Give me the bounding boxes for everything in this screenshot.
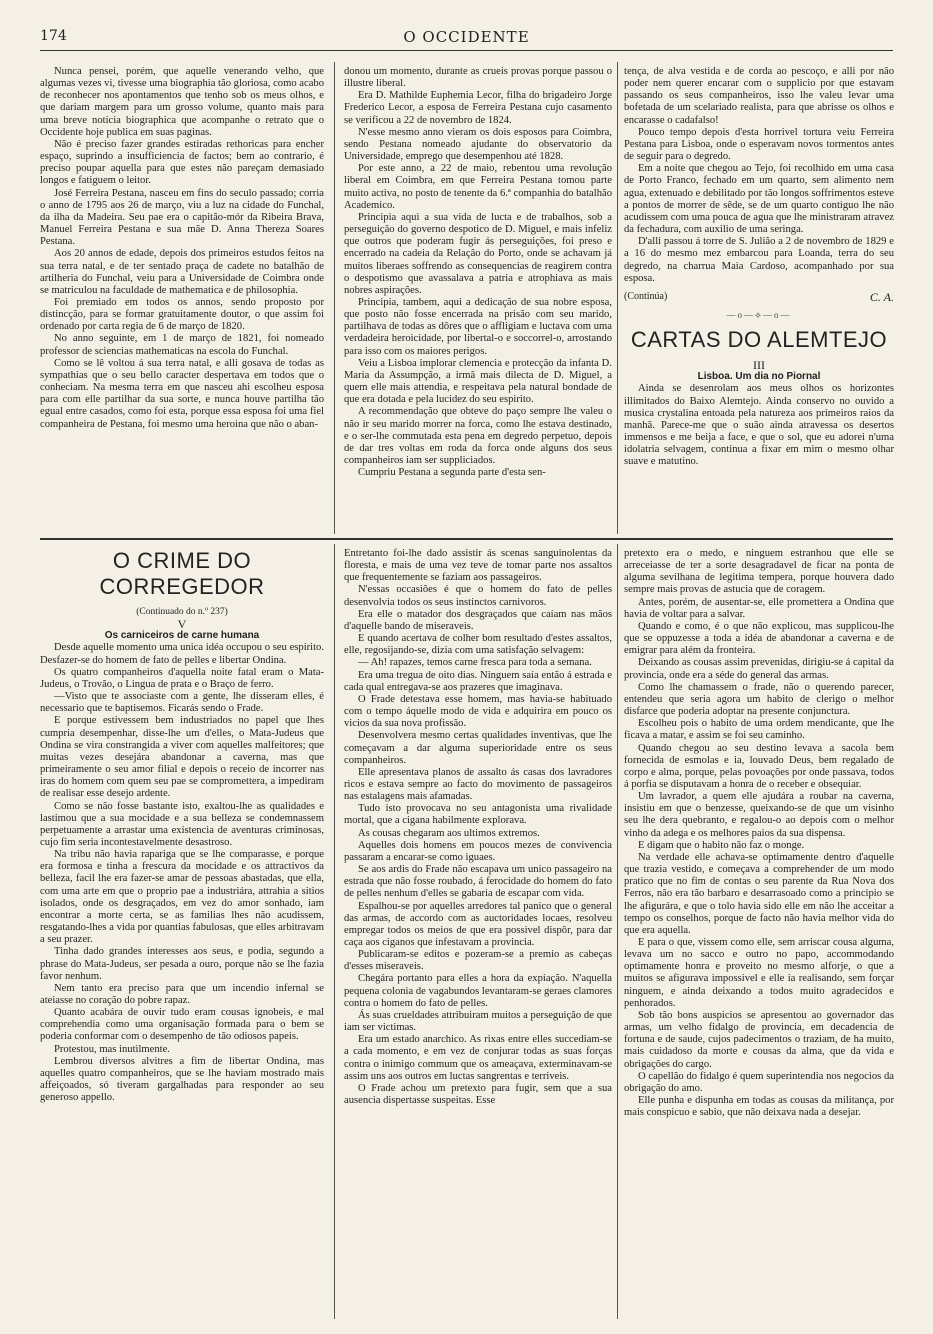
- paragraph: E quando acertava de colher bom resultado d'estes assaltos, elle, regosijando-se, dizia com uma satisfação selvagem:: [344, 633, 612, 657]
- paragraph: Antes, porém, de ausentar-se, elle promettera a Ondina que havia de voltar para a salvar.: [624, 596, 894, 620]
- page-header: [40, 28, 893, 51]
- paragraph: N'esse mesmo anno vieram os dois esposos para Coimbra, sendo Pestana nomeado ajudante do observatorio da Universidade, emprego que desempenhou até 1828.: [344, 126, 612, 163]
- paragraph: As cousas chegaram aos ultimos extremos.: [358, 827, 540, 839]
- paragraph: Chegára portanto para elles a hora da expiação. N'aquella pequena colonia de vagabundos levantaram-se geraes clamores contra o homem do fato de pelles.: [344, 973, 612, 1009]
- paragraph: E porque estivessem bem industriados no papel que lhes cumpria desempenhar, disse-lhe um d'elles, o Mata-Judeus que Ondina se vira constrangida a viver com aquelles malfeitores; que muitas vezes desejára abandonar a caverna, mas que primeiramente o seu amor filial e depois o receio de incorrer nas iras do homem com quem seu pae se compromettera, a impediram de realisar esse desejo ardente.: [40, 715, 324, 800]
- paragraph: Por este anno, a 22 de maio, rebentou uma revolução liberal em Coimbra, em que Ferreira Pestana tomou parte muito activa, no posto de tenente da 6.ª companhia do batalhão Academico.: [344, 163, 612, 211]
- crime-chapter: V: [177, 617, 187, 632]
- paragraph: Como se não fosse bastante isto, exaltou-lhe as qualidades e lastimou que a sua mocidade e a sua belleza se condemnassem perpetuamente a arrastar uma existencia de aventuras criminosas, cujo fim seria incontestavelmente desastroso.: [40, 800, 324, 848]
- paragraph: Entretanto foi-lhe dado assistir ás scenas sanguinolentas da floresta, e mais de uma vez teve de tomar parte nos assaltos que frequentemente se faziam aos passageiros.: [344, 548, 612, 584]
- paragraph: Quanto acabára de ouvir tudo eram cousas ignobeis, e mal comprehendia como uma organisação formada para o bem se poderia conformar com o desempenho de tão odiosos papeis.: [40, 1007, 324, 1043]
- paragraph: Os quatro companheiros d'aquella noite fatal eram o Mata-Judeus, o Trovão, o Lingua de prata e o Braço de ferro.: [40, 666, 324, 690]
- paragraph: Foi premiado em todos os annos, sendo proposto por distincção, para se formar gratuitamente doutor, o que assim foi ordenado por carta regia de 6 de março de 1820.: [40, 296, 324, 333]
- ornament-divider: —o—⟡—o—: [726, 309, 792, 320]
- paragraph: Protestou, mas inutilmente.: [54, 1043, 170, 1055]
- crime-column-1: [40, 544, 324, 1319]
- paragraph: Ás suas crueldades attribuiram muitos a perseguição de que iam ser victimas.: [344, 1009, 612, 1034]
- paragraph: Era um estado anarchico. As rixas entre elles succediam-se a cada momento, e em vez de conjurar todas as suas forças contra o inimigo commum que os ameaçava, exterminavam-se assim uns aos outros em luctas sangrentas e terriveis.: [344, 1034, 612, 1082]
- paragraph: Desde aquelle momento uma unica idéa occupou o seu espirito. Desfazer-se do homem de fato de pelles e libertar Ondina.: [40, 642, 324, 666]
- paragraph: O Frade achou um pretexto para fugir, sem que a sua ausencia dispertasse suspeitas. Esse: [344, 1082, 612, 1107]
- crime-column-3: [624, 548, 894, 1319]
- paragraph: Principia aqui a sua vida de lucta e de trabalhos, sob a perseguição do governo despotico de D. Miguel, e mais infeliz que outros que poderam fugir ás perseguições, foi preso e encerrado na cadeia da Relação do Porto, onde se achavam já muitos liberaes soffrendo as consequencias de reagirem contra o despotismo que avassalava a patria e atrophiava as mais nobres aspirações.: [344, 211, 612, 296]
- crime-title: O CRIME DO CORREGEDOR: [99, 548, 265, 599]
- paragraph: Desenvolvera mesmo certas qualidades inventivas, que lhe começavam a dar alguma superioridade entre os seus companheiros.: [344, 730, 612, 766]
- paragraph: Era uma tregua de oito dias. Ninguem saía então á estrada e cada qual entregava-se aos prazeres que imaginava.: [344, 669, 612, 693]
- paragraph: A recommendação que obteve do paço sempre lhe valeu o não ir seu marido morrer na forca, como lhe estava destinado, e o ser-lhe commutada esta pena em degredo perpetuo, depois de dar tres voltas em roda da forca onde alguns dos seus companheiros iam ser suppliciados.: [344, 406, 612, 466]
- paragraph: José Ferreira Pestana, nasceu em fins do seculo passado; corria o anno de 1795 aos 26 de março, viu a luz na cidade do Funchal, da ilha da Madeira. Seu pae era o capitão-mór da Ribeira Brava, Manuel Ferreira Pestana e sua mãe D. Anna Thereza Soares Pestana.: [40, 187, 324, 248]
- signature-line: [624, 291, 894, 303]
- column-divider: [334, 544, 335, 1319]
- biography-column-2: [344, 66, 612, 531]
- paragraph: Pouco tempo depois d'esta horrivel tortura veiu Ferreira Pestana para Lisboa, onde o esperavam novos tormentos antes de seguir para o degredo.: [624, 126, 894, 163]
- paragraph: pretexto era o medo, e ninguem estranhou que elle se arreceiasse de ter a sorte desagradavel de ficar na ponta de alguma sevilhana de legitima tempera, porque houvera dado sempre mais provas de astucia que de coragem.: [624, 548, 894, 596]
- crime-subtitle: Os carniceiros de carne humana: [104, 630, 260, 642]
- paragraph: Tudo isto provocava no seu antagonista uma rivalidade mortal, que a cigana habilmente explorava.: [344, 803, 612, 827]
- continua-label: (Continúa): [624, 290, 668, 302]
- paragraph: Cumpriu Pestana a segunda parte d'esta sen-: [358, 467, 546, 479]
- column-divider: [334, 62, 335, 534]
- paragraph: N'essas occasiões é que o homem do fato de pelles desenvolvia todos os seus instinctos carnivoros.: [344, 584, 612, 608]
- paragraph: Não é preciso fazer grandes estiradas rethoricas para encher espaço, suprindo a insufficiencia de factos; bem ao contrario, é preciso poupar aquella para que estes não pareçam demasiado longos e fatiguem o leitor.: [40, 138, 324, 187]
- paragraph: Aquelles dois homens em poucos mezes de convivencia passaram a encarar-se como iguaes.: [344, 839, 612, 863]
- page-number: 174: [40, 28, 67, 44]
- paragraph: Principia, tambem, aqui a dedicação de sua nobre esposa, que posto não fosse encerrada na prisão com seu marido, partilhava de todas as dôres que o affligiam e luctava com uma verdadeira heroicidade, por libertal-o e soccorrel-o, arrostando para isso com os maiores perigos.: [344, 296, 612, 357]
- paragraph: D'alli passou á torre de S. Julião a 2 de novembro de 1829 e a 16 do mesmo mez embarcou para Loanda, terra do seu degredo, na charrua Maia Cardoso, acompanhado por sua esposa.: [624, 236, 894, 284]
- paragraph: No anno seguinte, em 1 de março de 1821, foi nomeado professor de sciencias mathematicas na escola do Funchal.: [40, 333, 324, 357]
- paragraph: —Visto que te associaste com a gente, lhe disseram elles, é necessario que te baptisemos. Ficarás sendo o Frade.: [40, 691, 324, 715]
- paragraph: Se aos ardis do Frade não escapava um unico passageiro na estrada que não fosse roubado, á ferocidade do homem do fato de pelles nenhum d'elles se gabaria de escapar com vida.: [344, 864, 612, 900]
- paragraph: Era D. Mathilde Euphemia Lecor, filha do brigadeiro Jorge Frederico Lecor, a esposa de Ferreira Pestana cujo casamento se verificou a 22 de novembro de 1824.: [344, 90, 612, 126]
- paragraph: Lembrou diversos alvitres a fim de libertar Ondina, mas aquelles quatro companheiros, que se lhe haviam mostrado mais affeiçoados, só tiveram gargalhadas para responder ao seu generoso appello.: [40, 1055, 324, 1104]
- paragraph: Elle apresentava planos de assalto ás casas dos lavradores ricos e estava sempre ao facto do movimento de passageiros nas estalagens mais afamadas.: [344, 766, 612, 803]
- paragraph: Como lhe chamassem o frade, não o querendo parecer, entendeu que seria agora um habito de clerigo o melhor disfarce que poderia adoptar na presente conjunctura.: [624, 681, 894, 718]
- author-signature: C. A.: [869, 289, 894, 304]
- paragraph: Escolheu pois o habito de uma ordem mendicante, que lhe ficava a matar, e assim se foi seu caminho.: [624, 718, 894, 742]
- paragraph: Deixando as cousas assim prevenidas, dirigiu-se á capital da provincia, onde era a séde do general das armas.: [624, 657, 894, 681]
- paragraph: Na verdade elle achava-se optimamente dentro d'aquelle que trazia vestido, e começava a comprehender de um modo pratico que no fim de contas o seu parente da Rua Nova dos Ferros, não era tão barbaro e desarrasoado como a principio se lhe afigurára, e que o tolo havia sido elle em não lhe acceitar a tempo os conselhos, porque de facto não havia melhor vida do que era aquella.: [624, 851, 894, 936]
- paragraph: Aos 20 annos de edade, depois dos primeiros estudos feitos na sua terra natal, e de ter sentado praça de cadete no batalhão de artilheria do Funchal, veiu para a Universidade de Coimbra onde se matriculou na faculdade de mathematica e de philosophia.: [40, 248, 324, 296]
- paragraph: Ainda se desenrolam aos meus olhos os horizontes illimitados do Baixo Alemtejo. Ainda conservo no ouvido a musica crystalina entoada pela natureza aos primeiros raios da manhã. Parece-me que o suão ainda atravessa os desertos immensos e me beija a face, e que o sol, que eu adorei n'uma idolatria selvagem, continua a fixar em mim o mesmo olhar suave e matutino.: [624, 383, 894, 468]
- paragraph: Tinha dado grandes interesses aos seus, e podia, segundo a phrase do Mata-Judeus, ser pesada a ouro, porque não se lhe fazia favor nenhum.: [40, 946, 324, 982]
- paragraph: Nunca pensei, porém, que aquelle venerando velho, que algumas vezes vi, tivesse uma biographia tão gloriosa, como acabo de reconhecer nos apontamentos que tenho sob os meus olhos, e que dariam margem para um grosso volume, quanto mais para uma breve noticia biographica que acompanhe o retrato que o Occidente hoje publica em suas paginas.: [40, 66, 324, 138]
- cartas-title: CARTAS DO ALEMTEJO: [630, 327, 888, 353]
- paragraph: E digam que o habito não faz o monge.: [638, 839, 805, 851]
- paragraph: donou um momento, durante as crueis provas porque passou o illustre liberal.: [344, 66, 612, 90]
- paragraph: Elle punha e dispunha em todas as cousas da militança, por mais conspicuo e sabio, que não deixava nada a desejar.: [624, 1095, 894, 1119]
- paragraph: Era elle o matador dos desgraçados que caíam nas mãos d'aquelle bando de miseraveis.: [344, 608, 612, 632]
- running-title: O OCCIDENTE: [403, 28, 530, 46]
- paragraph: Em a noite que chegou ao Tejo, foi recolhido em uma casa de Porto Franco, fechado em um quarto, sem alimento nem agua, extenuado e debilitado por tão longos soffrimentos esteve a pontos de morrer de sêde, se de um quarto contiguo lhe não acudissem com uma pouca de agua que lhe ministraram atravez da fechadura, com auxilio de uma seringa.: [624, 163, 894, 236]
- crime-continued: (Continuado do n.º 237): [136, 607, 228, 617]
- paragraph: Quando e como, é o que não explicou, mas supplicou-lhe que se oppuzesse a toda a idéa de abandonar a caverna e de emigrar para além da fronteira.: [624, 620, 894, 657]
- paragraph: Sob tão bons auspicios se apresentou ao governador das armas, um velho fidalgo de provincia, em decadencia de fortuna e de saude, cujos padecimentos o traziam, de ha muito, mais cuidadoso da morte e cousas da alma, que da vida e obrigações do cargo.: [624, 1009, 894, 1070]
- paragraph: Espalhou-se por aquelles arredores tal panico que o general das armas, de accordo com as auctoridades locaes, resolveu empregar todos os meios de que era possivel dispôr, para dar caça aos ciganos que infestavam a provincia.: [344, 900, 612, 948]
- paragraph: Na tribu não havia rapariga que se lhe comparasse, e porque era formosa e tinha a frescura da mocidade e os attractivos da belleza, facil lhe era fazer-se amar de pessoas abastadas, que ella, com uma arte em que o proprio pae a industriára, attrahia a sitios isolados, onde os desgraçados, em vez do amor sonhado, iam encontrar a morte certa, se as familias lhes não acudissem, resgatando-lhes a vida por quantias fabulosas, que elles arbitravam a seu prazer.: [40, 849, 324, 946]
- paragraph: Um lavrador, a quem elle ajudára a roubar na caverna, insistiu em que o benzesse, queixando-se de que um visinho seu lhe dera quebranto, e regalou-o ao depois com o melhor vinho da adega e os melhores paios da sua dispensa.: [624, 791, 894, 839]
- biography-column-1: [40, 66, 324, 531]
- paragraph: Publicaram-se editos e pozeram-se a premio as cabeças d'esses miseraveis.: [344, 949, 612, 973]
- column-divider: [617, 544, 618, 1319]
- paragraph: tença, de alva vestida e de corda ao pescoço, e alli por não poder nem querer encarar com o supplicio por que estavam passando os seus companheiros, isso lhe valeu levar uma bofetada de um scelariado realista, para que abrisse os olhos e encarasse o cadafalso!: [624, 66, 894, 126]
- paragraph: Nem tanto era preciso para que um incendio infernal se ateiasse no coração do pobre rapaz.: [40, 982, 324, 1006]
- paragraph: O Frade detestava esse homem, mas havia-se habituado com o tempo áquelle modo de vida e adquirira em pouco os vicios da sua nova profissão.: [344, 693, 612, 730]
- paragraph: Quando chegou ao seu destino levava a sacola bem fornecida de esmolas e ia, louvado Deus, bem regalado de corpo e alma, porque, pelas povoações por onde passava, todos á porfia se disputavam a honra de o receber e obsequiar.: [624, 742, 894, 790]
- section-divider: [40, 538, 893, 540]
- column-divider: [617, 62, 618, 534]
- paragraph: Veiu a Lisboa implorar clemencia e protecção da infanta D. Maria da Assumpção, a irmã mais dilecta de D. Miguel, a quem elle mais attendia, e respeitava pela natural bondade de que era dotada e pela lucidez do seu espirito.: [344, 357, 612, 406]
- cartas-subtitle: Lisboa. Um dia no Piornal: [697, 371, 821, 383]
- crime-column-2: [344, 548, 612, 1319]
- biography-column-3: [624, 66, 894, 531]
- paragraph: O capellão do fidalgo é quem superintendia nos negocios da obrigação do amo.: [624, 1070, 894, 1094]
- cartas-number: III: [753, 358, 765, 373]
- paragraph: E para o que, vissem como elle, sem arriscar cousa alguma, levava um no sacco e outro no papo, accommodando optimamente honra e proveito no mesmo alforje, o que a muitos se afigurava impossivel e elle ia realisando, sem forçar ninguem, e ainda deixando a todos muito agradecidos e penhorados.: [624, 937, 894, 1009]
- paragraph: — Ah! rapazes, temos carne fresca para toda a semana.: [358, 657, 592, 669]
- paragraph: Como se lê voltou á sua terra natal, e alli gosava de todas as sympathias que o seu bello caracter despertava em todos que o conheciam. Na mesma terra em que nasceu ahi escolheu esposa para com elle partilhar da sua sorte, e nunca houve partilha tão egual entre casados, como foi esta, porque essa esposa foi uma fiel companheira de Pestana, foi mesmo uma heroina que não o aban-: [40, 357, 324, 430]
